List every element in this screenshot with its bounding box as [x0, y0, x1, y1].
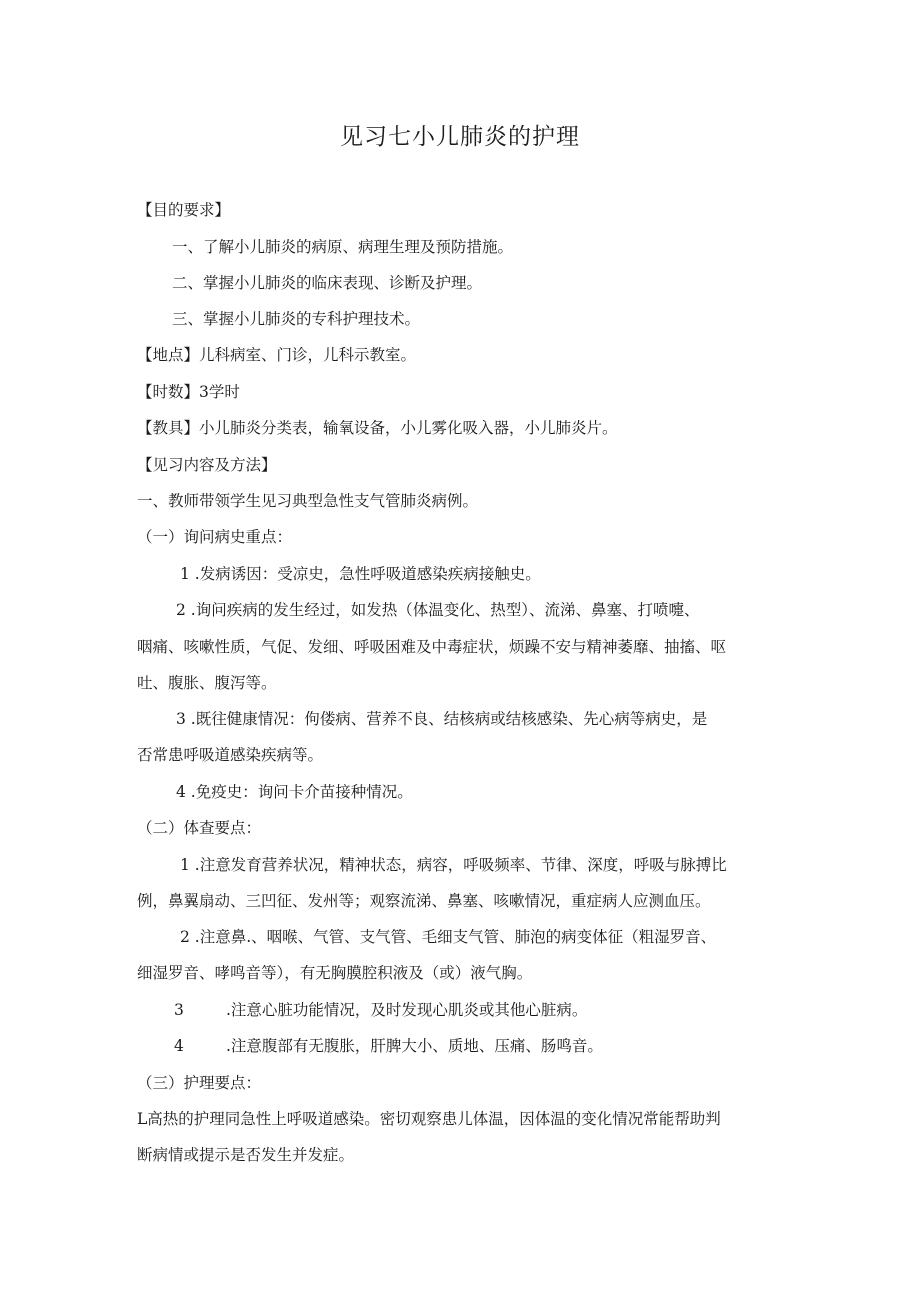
list-item-continued: 例，鼻翼扇动、三凹征、发州等；观察流涕、鼻塞、咳嗽情况，重症病人应测血压。	[137, 892, 711, 910]
list-item-continued: 咽痛、咳嗽性质，气促、发细、呼吸困难及中毒症状，烦躁不安与精神萎靡、抽搐、呕	[137, 638, 727, 656]
list-item-continued: 吐、腹胀、腹泻等。	[137, 674, 277, 692]
list-item-number: 3	[174, 1001, 184, 1019]
location-line: 【地点】儿科病室、门诊，儿科示教室。	[137, 346, 417, 364]
list-item: 3 .既往健康情况：佝偻病、营养不良、结核病或结核感染、先心病等病史，是	[176, 710, 708, 728]
section-heading-content: 【见习内容及方法】	[137, 456, 277, 474]
list-item: 2 .询问疾病的发生经过，如发热（体温变化、热型）、流涕、鼻塞、打喷嚏、	[176, 601, 700, 619]
subsection-heading: （三）护理要点：	[137, 1074, 262, 1092]
list-item: .注意腹部有无腹胀，肝脾大小、质地、压痛、肠鸣音。	[226, 1037, 603, 1055]
objective-item: 三、掌握小儿肺炎的专科护理技术。	[172, 310, 421, 328]
subsection-heading: （二）体查要点：	[137, 819, 262, 837]
list-item-continued: 否常患呼吸道感染疾病等。	[137, 746, 324, 764]
objective-item: 一、了解小儿肺炎的病原、病理生理及预防措施。	[172, 238, 514, 256]
body-paragraph-continued: 断病情或提示是否发生并发症。	[137, 1146, 355, 1164]
list-item-number: 4	[174, 1037, 184, 1055]
hours-line: 【时数】3学时	[137, 383, 240, 401]
body-paragraph: L高热的护理同急性上呼吸道感染。密切观察患儿体温，因体温的变化情况常能帮助判	[137, 1110, 721, 1128]
body-paragraph: 一、教师带领学生见习典型急性支气管肺炎病例。	[137, 492, 479, 510]
page-title: 见习七小儿肺炎的护理	[340, 124, 580, 150]
section-heading-objectives: 【目的要求】	[137, 201, 231, 219]
list-item: 1 .注意发育营养状况，精神状态，病容，呼吸频率、节律、深度，呼吸与脉搏比	[180, 856, 727, 874]
objective-item: 二、掌握小儿肺炎的临床表现、诊断及护理。	[172, 274, 483, 292]
list-item-continued: 细湿罗音、哮鸣音等），有无胸膜腔积液及（或）液气胸。	[137, 964, 533, 982]
subsection-heading: （一）询问病史重点：	[137, 528, 293, 546]
list-item: 1 .发病诱因：受凉史，急性呼吸道感染疾病接触史。	[180, 565, 541, 583]
list-item: 4 .免疫史：询问卡介苗接种情况。	[176, 783, 413, 801]
list-item: .注意心脏功能情况，及时发现心肌炎或其他心脏病。	[226, 1001, 588, 1019]
teaching-aids-line: 【教具】小儿肺炎分类表，输氧设备，小儿雾化吸入器，小儿肺炎片。	[137, 419, 618, 437]
list-item: 2 .注意鼻.、咽喉、气管、支气管、毛细支气管、肺泡的病变体征（粗湿罗音、	[180, 928, 717, 946]
